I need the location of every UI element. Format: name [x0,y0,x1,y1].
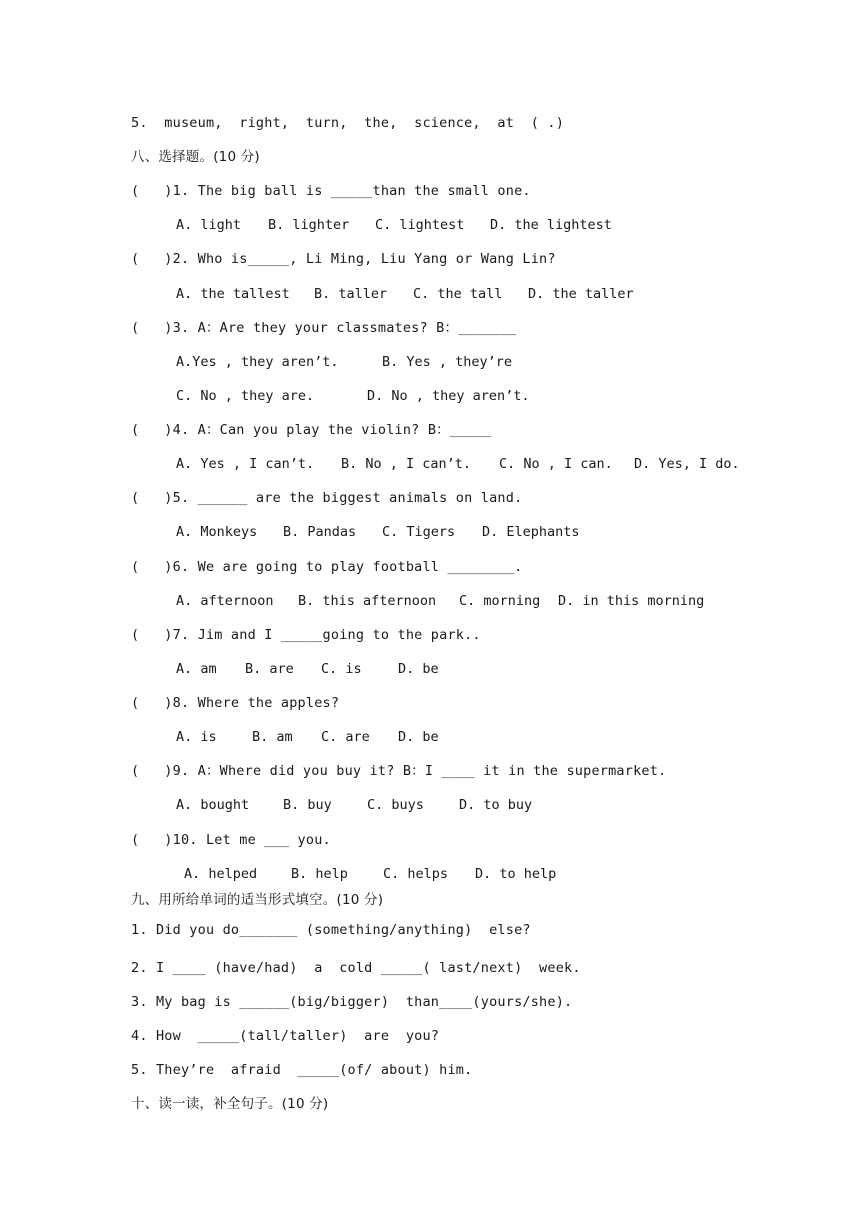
option-d: D. in this morning [558,593,705,609]
option-c: C. morning [459,593,541,609]
question-stem: ( )4. A：Can you play the violin? B：_____ [131,422,492,438]
option-c: C. Tigers [382,524,456,540]
option-c: C. buys [367,797,424,813]
option-d: D. to buy [459,797,533,813]
option-a: A. light [176,217,242,233]
option-d: D. be [398,661,439,677]
option-b: B. No , I can’t. [341,456,472,472]
question-stem: ( )1. The big ball is _____than the small one. [131,183,531,199]
question-stem: ( )3. A：Are they your classmates? B：_______ [131,320,517,336]
option-a: A. am [176,661,217,677]
fill-in-item: 3. My bag is ______(big/bigger) than____(yours/she). [131,994,573,1010]
option-d: D. to help [475,866,557,882]
fill-in-item: 1. Did you do_______ (something/anything) else? [131,922,531,938]
option-a: A. Monkeys [176,524,258,540]
option-a: A. the tallest [176,286,290,302]
question-stem: ( )6. We are going to play football ________. [131,559,523,575]
option-a: A. Yes , I can’t. [176,456,315,472]
option-b: B. lighter [268,217,350,233]
option-c: C. No , I can. [499,456,613,472]
option-c: C. are [321,729,370,745]
option-c: C. is [321,661,362,677]
option-a: A. helped [184,866,258,882]
option-b: B. Yes , they’re [382,354,513,370]
section-heading: 九、用所给单词的适当形式填空。(10 分) [131,892,384,908]
option-d: D. be [398,729,439,745]
option-c: C. the tall [413,286,503,302]
option-d: D. No , they aren’t. [367,388,530,404]
option-d: D. Elephants [482,524,580,540]
section-heading: 十、读一读，补全句子。(10 分) [131,1096,329,1112]
option-a: A. is [176,729,217,745]
fill-in-item: 2. I ____ (have/had) a cold _____( last/next) week. [131,960,581,976]
option-a: A. afternoon [176,593,274,609]
option-b: B. Pandas [283,524,357,540]
option-d: D. the lightest [490,217,612,233]
fill-in-item: 4. How _____(tall/taller) are you? [131,1028,440,1044]
option-b: B. are [245,661,294,677]
question-stem: ( )2. Who is_____, Li Ming, Liu Yang or Wang Lin? [131,251,556,267]
question-stem: ( )10. Let me ___ you. [131,832,331,848]
option-a: A. bought [176,797,250,813]
option-b: B. taller [314,286,388,302]
option-b: B. this afternoon [298,593,437,609]
question-stem: ( )8. Where the apples? [131,695,340,711]
fill-in-item: 5. They’re afraid _____(of/ about) him. [131,1062,473,1078]
option-b: B. help [291,866,348,882]
option-c: C. No , they are. [176,388,315,404]
question-stem: ( )5. ______ are the biggest animals on land. [131,490,523,506]
option-c: C. helps [383,866,449,882]
question-stem: ( )9. A：Where did you buy it? B：I ____ it in the supermarket. [131,763,667,779]
option-a: A.Yes , they aren’t. [176,354,339,370]
section-heading: 八、选择题。(10 分) [131,149,260,165]
option-c: C. lightest [375,217,465,233]
option-b: B. am [252,729,293,745]
question-line: 5. museum, right, turn, the, science, at ( .) [131,115,565,131]
question-stem: ( )7. Jim and I _____going to the park.. [131,627,481,643]
option-b: B. buy [283,797,332,813]
option-d: D. the taller [528,286,634,302]
option-d: D. Yes, I do. [634,456,740,472]
